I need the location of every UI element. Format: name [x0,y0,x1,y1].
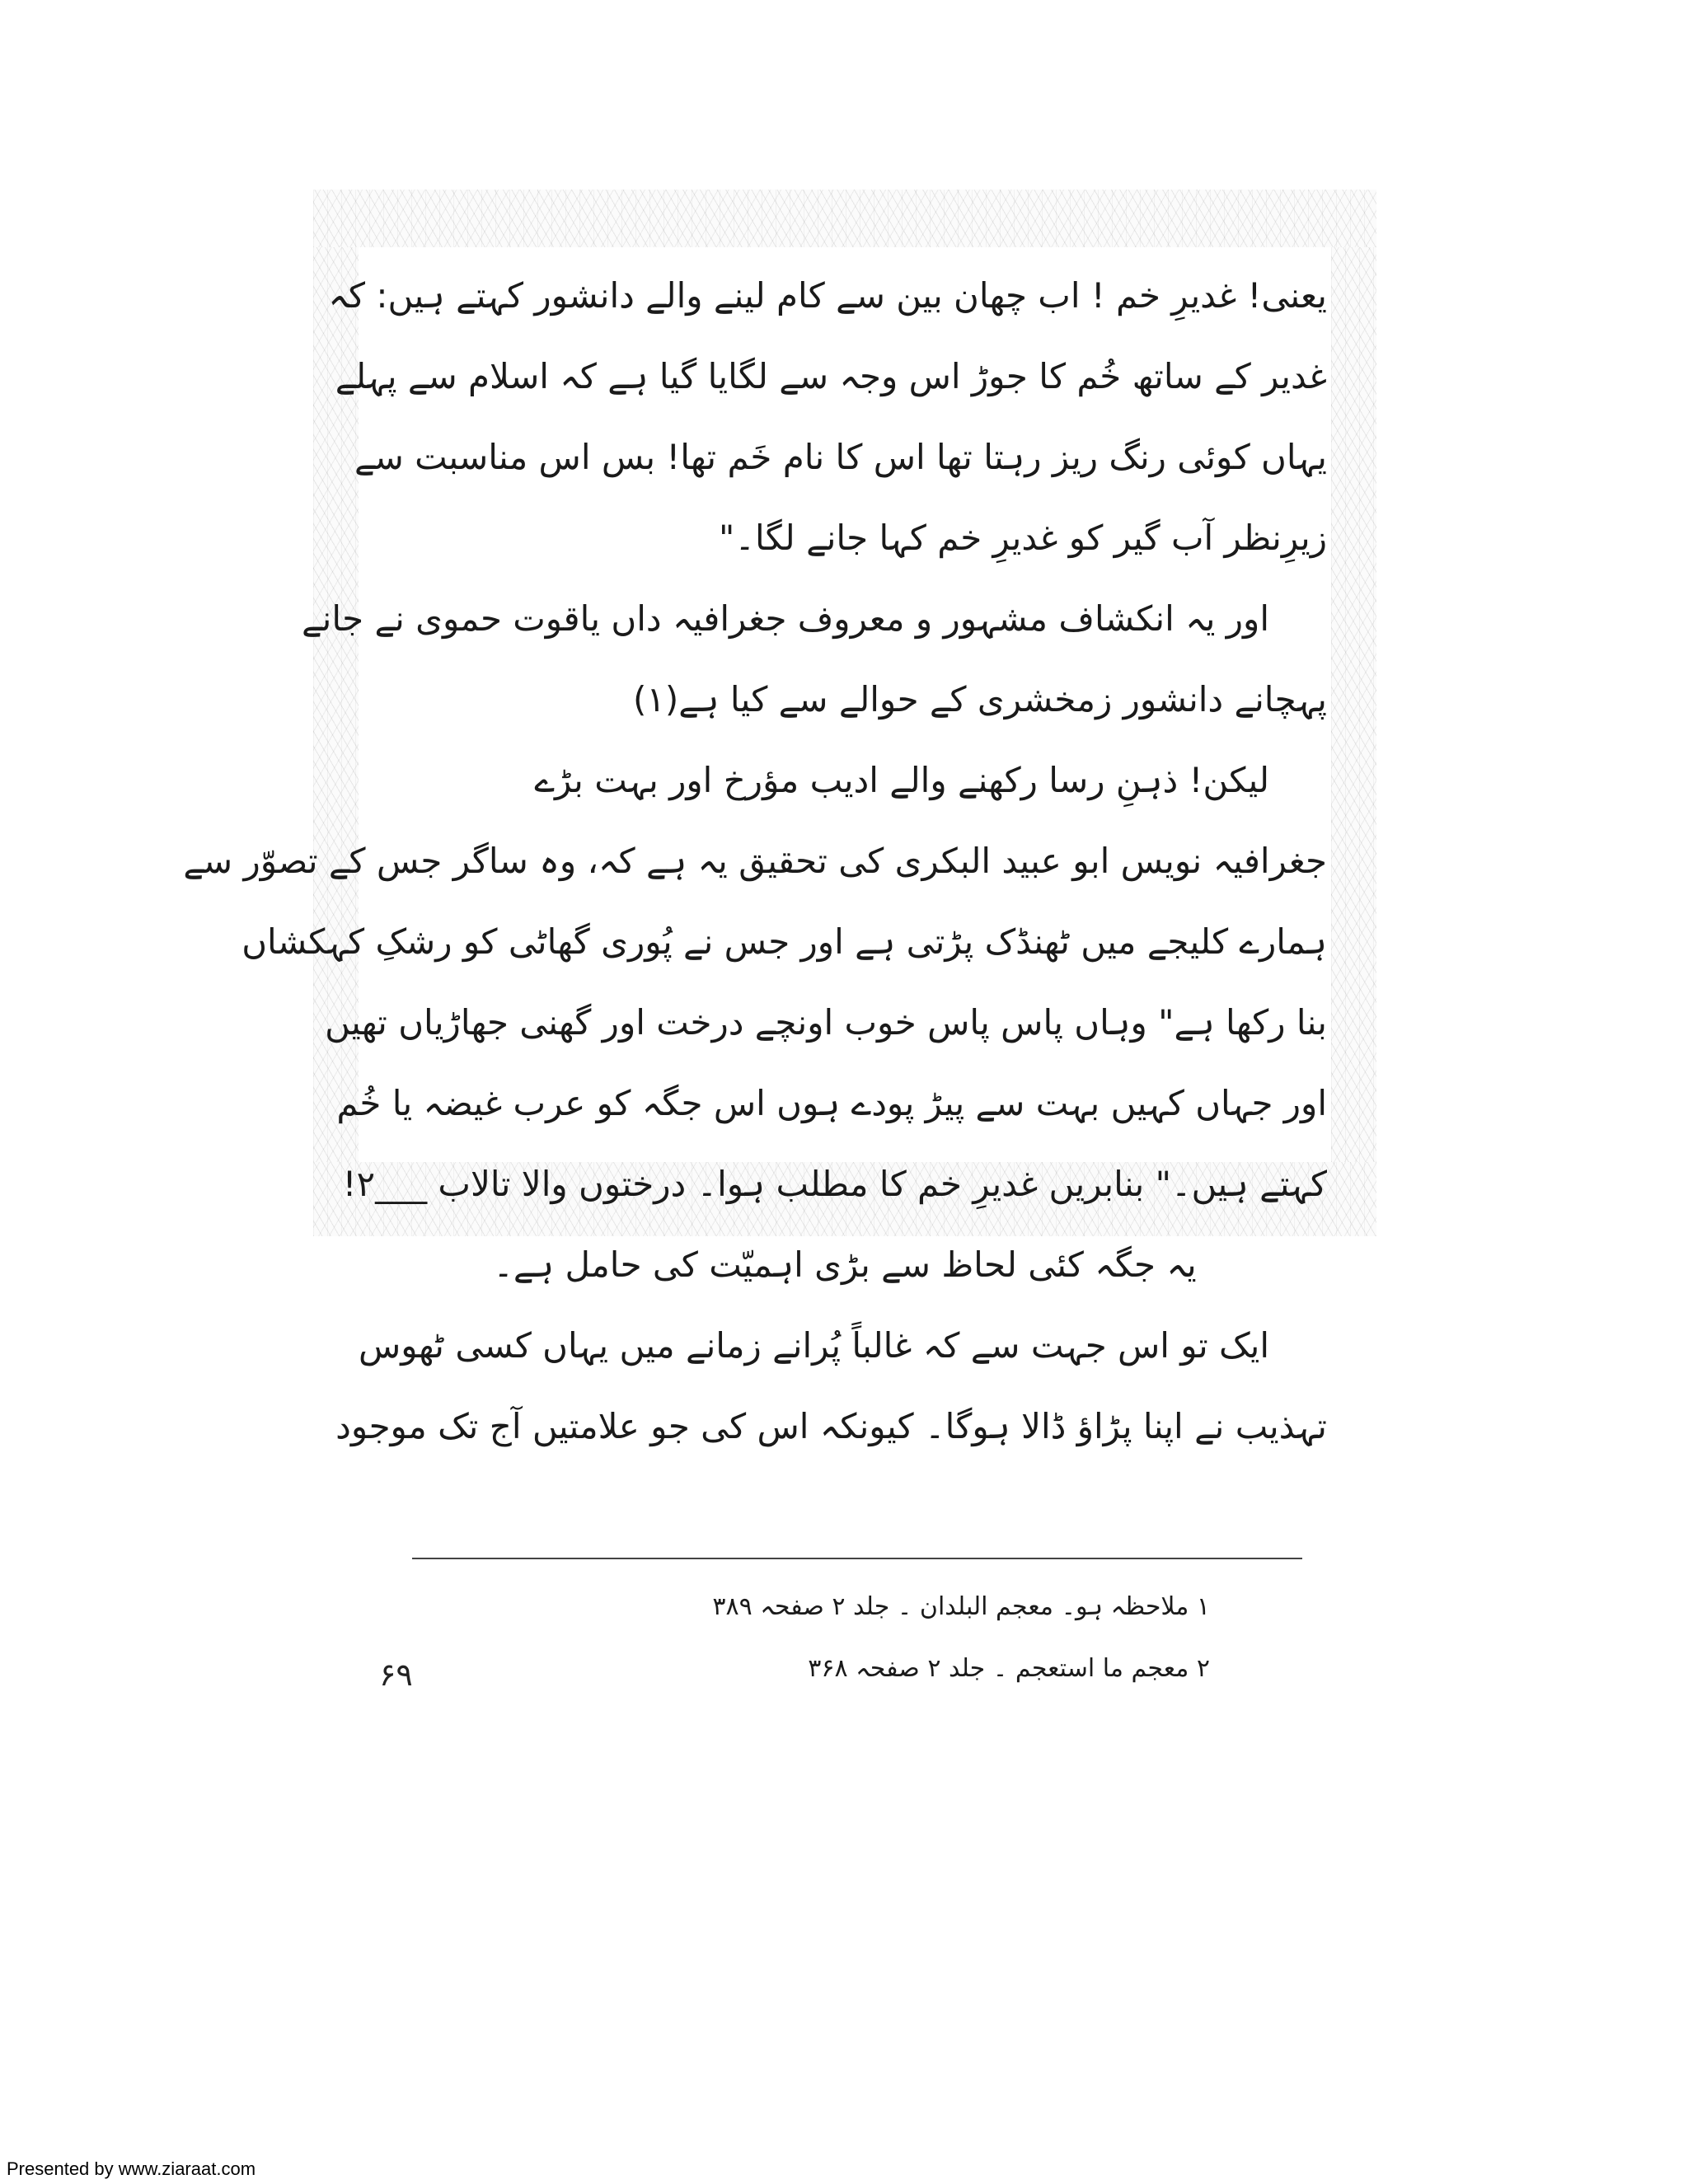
decorative-border-top [313,190,1376,247]
body-line: یہاں کوئی رنگ ریز رہتا تھا اس کا نام خَم تھا! بس اس مناسبت سے [354,437,1327,477]
body-line: اور جہاں کہیں بہت سے پیڑ پودے ہوں اس جگہ کو عرب غیضہ یا خُم [336,1083,1327,1123]
footnote-divider [412,1558,1302,1559]
body-line: یہ جگہ کئی لحاظ سے بڑی اہمیّت کی حامل ہے۔ [493,1244,1197,1285]
credit-text: Presented by www.ziaraat.com [7,2158,256,2179]
body-line: ہمارے کلیجے میں ٹھنڈک پڑتی ہے اور جس نے پُوری گھاٹی کو رشکِ کہکشاں [241,921,1327,962]
footnote-1: ۱ ملاحظہ ہو۔ معجم البلدان ۔ جلد ۲ صفحہ ۳۸۹ [712,1592,1210,1621]
body-line: ایک تو اس جہت سے کہ غالباً پُرانے زمانے میں یہاں کسی ٹھوس [358,1325,1269,1366]
scanned-page [183,190,1376,1446]
body-line: یعنی! غدیرِ خم ! اب چھان بین سے کام لینے والے دانشور کہتے ہیں: کہ [328,275,1327,316]
body-line: لیکن! ذہنِ رسا رکھنے والے ادیب مؤرخ اور بہت بڑے [534,760,1269,800]
body-line: کہتے ہیں۔" بنابریں غدیرِ خم کا مطلب ہوا۔ درختوں والا تالاب ___۲! [342,1164,1327,1204]
body-line: پہچانے دانشور زمخشری کے حوالے سے کیا ہے(۱) [632,679,1327,719]
body-line: زیرِنظر آب گیر کو غدیرِ خم کہا جانے لگا۔" [719,518,1327,558]
body-line: تہذیب نے اپنا پڑاؤ ڈالا ہوگا۔ کیونکہ اس کی جو علامتیں آج تک موجود [335,1406,1327,1446]
body-line: جغرافیہ نویس ابو عبید البکری کی تحقیق یہ ہے کہ، وہ ساگر جس کے تصوّر سے [183,841,1327,881]
body-text [183,255,1327,1467]
decorative-border-right [1331,247,1376,1162]
footnote-2: ۲ معجم ما استعجم ۔ جلد ۲ صفحہ ۳۶۸ [808,1654,1210,1683]
page-number: ۶۹ [379,1657,413,1693]
body-line: غدیر کے ساتھ خُم کا جوڑ اس وجہ سے لگایا گیا ہے کہ اسلام سے پہلے [335,356,1327,396]
body-line: اور یہ انکشاف مشہور و معروف جغرافیہ داں یاقوت حموی نے جانے [302,598,1269,639]
body-line: بنا رکھا ہے" وہاں پاس پاس خوب اونچے درخت اور گھنی جھاڑیاں تھیں [325,1002,1327,1043]
